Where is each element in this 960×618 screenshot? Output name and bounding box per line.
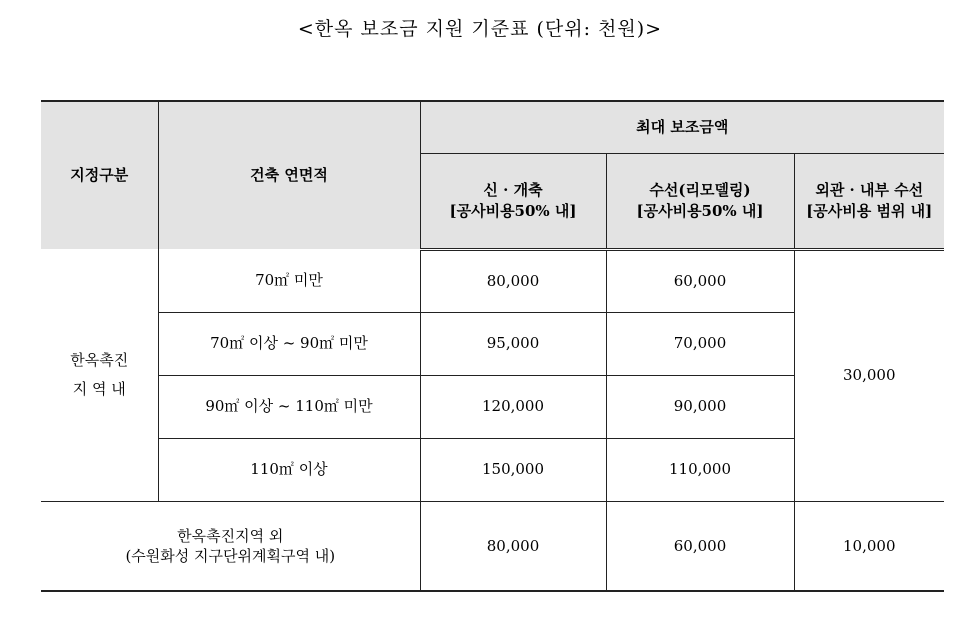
new-build-cell: 80,000	[420, 249, 606, 312]
subsidy-table	[41, 100, 944, 592]
new-build-cell: 95,000	[420, 312, 606, 375]
header-exterior-label: 외관 · 내부 수선	[815, 181, 924, 200]
header-new-build-sub: [공사비용50% 내]	[449, 201, 577, 220]
header-repair-label: 수선(리모델링)	[649, 181, 751, 200]
zone-out-label: 한옥촉진지역 외 (수원화성 지구단위계획구역 내)	[41, 501, 420, 591]
page-title: <한옥 보조금 지원 기준표 (단위: 천원)>	[297, 18, 663, 40]
header-designation: 지정구분	[41, 101, 158, 249]
exterior-out-cell: 10,000	[794, 501, 944, 591]
header-new-build-label: 신 · 개축	[483, 181, 543, 200]
header-exterior-sub: [공사비용 범위 내]	[806, 201, 933, 220]
repair-cell: 110,000	[606, 438, 794, 501]
area-cell: 90㎡ 이상 ~ 110㎡ 미만	[158, 375, 420, 438]
zone-in-label: 한옥촉진 지 역 내	[70, 351, 129, 398]
header-max-subsidy: 최대 보조금액	[420, 101, 944, 153]
new-build-cell: 80,000	[420, 501, 606, 591]
table-row	[41, 501, 944, 591]
repair-cell: 70,000	[606, 312, 794, 375]
repair-cell: 90,000	[606, 375, 794, 438]
exterior-in-cell: 30,000	[794, 249, 944, 501]
header-exterior	[794, 153, 944, 249]
new-build-cell: 120,000	[420, 375, 606, 438]
area-cell: 70㎡ 미만	[158, 249, 420, 312]
new-build-cell: 150,000	[420, 438, 606, 501]
area-cell: 110㎡ 이상	[158, 438, 420, 501]
header-repair-sub: [공사비용50% 내]	[636, 201, 764, 220]
repair-cell: 60,000	[606, 249, 794, 312]
header-repair	[606, 153, 794, 249]
repair-cell: 60,000	[606, 501, 794, 591]
area-cell: 70㎡ 이상 ~ 90㎡ 미만	[158, 312, 420, 375]
header-new-build	[420, 153, 606, 249]
table-row	[41, 249, 944, 312]
header-floor-area: 건축 연면적	[158, 101, 420, 249]
